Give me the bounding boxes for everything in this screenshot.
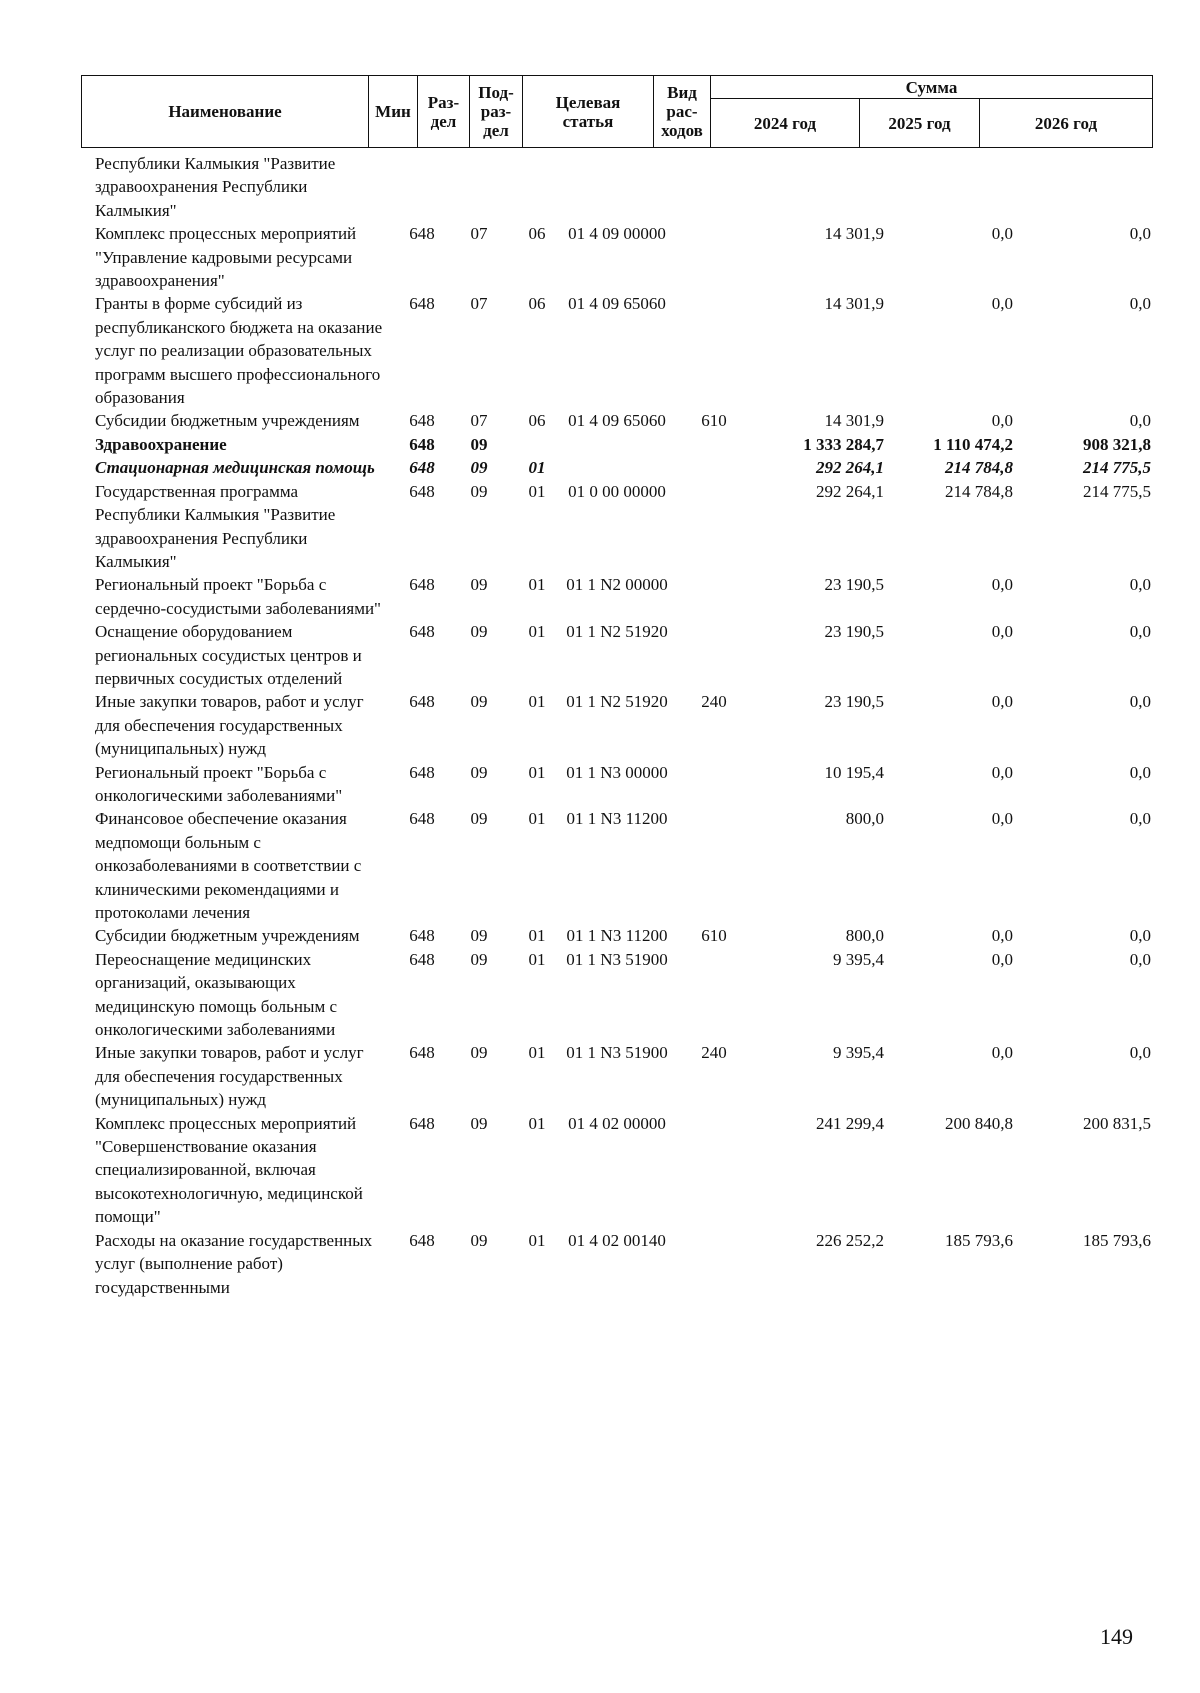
row-name: Комплекс процессных мероприятий "Управление кадровыми ресурсами здравоохранения" bbox=[95, 224, 357, 291]
table-row bbox=[81, 292, 1171, 409]
row-vid: 240 bbox=[701, 692, 727, 712]
row-2025: 0,0 bbox=[991, 1043, 1013, 1063]
row-celevaya: 01 4 09 00000 bbox=[568, 224, 666, 244]
row-podrazdel: 01 bbox=[528, 809, 546, 829]
row-2025: 200 840,8 bbox=[945, 1113, 1013, 1133]
row-min: 648 bbox=[409, 762, 435, 782]
row-2026: 908 321,8 bbox=[1083, 434, 1151, 454]
row-celevaya: 01 1 N3 11200 bbox=[566, 809, 668, 829]
table-row bbox=[81, 807, 1171, 924]
table-row bbox=[81, 433, 1171, 456]
row-min: 648 bbox=[409, 1043, 435, 1063]
table-row bbox=[81, 409, 1171, 432]
table-row bbox=[81, 456, 1171, 479]
row-2025: 0,0 bbox=[991, 926, 1013, 946]
row-razdel: 07 bbox=[470, 411, 488, 431]
col-header-vid: Вид рас- ходов bbox=[654, 76, 711, 148]
row-podrazdel: 01 bbox=[528, 762, 546, 782]
row-min: 648 bbox=[409, 224, 435, 244]
row-name: Иные закупки товаров, работ и услуг для обеспечения государственных (муниципальных) нужд bbox=[95, 692, 364, 759]
table-row bbox=[81, 222, 1171, 292]
row-min: 648 bbox=[409, 458, 435, 478]
row-min: 648 bbox=[409, 949, 435, 969]
row-razdel: 09 bbox=[470, 926, 488, 946]
row-name: Комплекс процессных мероприятий "Совершенствование оказания специализированной, включая высокотехнологичную, медицинской помощи" bbox=[95, 1113, 363, 1227]
row-2026: 0,0 bbox=[1129, 224, 1151, 244]
table-row bbox=[81, 152, 1171, 222]
table-row bbox=[81, 573, 1171, 620]
row-min: 648 bbox=[409, 1230, 435, 1250]
row-2026: 0,0 bbox=[1129, 411, 1151, 431]
row-2026: 0,0 bbox=[1129, 575, 1151, 595]
row-min: 648 bbox=[409, 434, 435, 454]
row-razdel: 09 bbox=[470, 1113, 488, 1133]
row-2024: 292 264,1 bbox=[816, 481, 884, 501]
col-header-summa: Сумма bbox=[711, 76, 1153, 99]
row-celevaya: 01 1 N2 51920 bbox=[566, 622, 668, 642]
row-name: Государственная программа Республики Калмыкия "Развитие здравоохранения Республики Калмыкия" bbox=[95, 481, 336, 571]
row-celevaya: 01 4 09 65060 bbox=[568, 294, 666, 314]
col-header-razdel: Раз- дел bbox=[418, 76, 470, 148]
row-2026: 0,0 bbox=[1129, 762, 1151, 782]
row-2024: 241 299,4 bbox=[816, 1113, 884, 1133]
row-celevaya: 01 1 N3 51900 bbox=[566, 949, 668, 969]
row-celevaya: 01 0 00 00000 bbox=[568, 481, 666, 501]
row-celevaya: 01 1 N3 00000 bbox=[566, 762, 668, 782]
row-2025: 214 784,8 bbox=[945, 458, 1013, 478]
col-header-2025: 2025 год bbox=[860, 99, 980, 148]
table-row bbox=[81, 924, 1171, 947]
row-name: Региональный проект "Борьба с сердечно-сосудистыми заболеваниями" bbox=[95, 575, 381, 618]
row-2026: 185 793,6 bbox=[1083, 1230, 1151, 1250]
row-podrazdel: 06 bbox=[528, 224, 546, 244]
row-razdel: 09 bbox=[470, 622, 488, 642]
table-row bbox=[81, 1229, 1171, 1299]
row-2024: 226 252,2 bbox=[816, 1230, 884, 1250]
col-header-min: Мин bbox=[369, 76, 418, 148]
row-razdel: 09 bbox=[470, 434, 488, 454]
table-header bbox=[81, 75, 1153, 148]
row-razdel: 07 bbox=[470, 294, 488, 314]
table-row bbox=[81, 620, 1171, 690]
row-2026: 0,0 bbox=[1129, 1043, 1151, 1063]
row-name: Субсидии бюджетным учреждениям bbox=[95, 926, 360, 946]
row-name: Здравоохранение bbox=[95, 434, 227, 454]
row-2026: 214 775,5 bbox=[1083, 481, 1151, 501]
row-2024: 14 301,9 bbox=[824, 294, 884, 314]
table-row bbox=[81, 1041, 1171, 1111]
row-2026: 0,0 bbox=[1129, 949, 1151, 969]
row-2025: 214 784,8 bbox=[945, 481, 1013, 501]
row-2025: 0,0 bbox=[991, 575, 1013, 595]
row-2025: 0,0 bbox=[991, 692, 1013, 712]
table-row bbox=[81, 1112, 1171, 1229]
row-name: Расходы на оказание государственных услуг (выполнение работ) государственными bbox=[95, 1230, 373, 1297]
row-2026: 0,0 bbox=[1129, 692, 1151, 712]
row-celevaya: 01 1 N2 00000 bbox=[566, 575, 668, 595]
row-podrazdel: 01 bbox=[528, 926, 546, 946]
row-podrazdel: 01 bbox=[528, 949, 546, 969]
row-2025: 0,0 bbox=[991, 762, 1013, 782]
row-min: 648 bbox=[409, 622, 435, 642]
row-vid: 240 bbox=[701, 1043, 727, 1063]
row-podrazdel: 01 bbox=[528, 481, 546, 501]
row-min: 648 bbox=[409, 692, 435, 712]
row-2026: 0,0 bbox=[1129, 622, 1151, 642]
row-podrazdel: 01 bbox=[528, 1230, 546, 1250]
row-2024: 23 190,5 bbox=[824, 692, 884, 712]
row-vid: 610 bbox=[701, 411, 727, 431]
row-2024: 23 190,5 bbox=[824, 575, 884, 595]
table-row bbox=[81, 948, 1171, 1042]
row-2026: 0,0 bbox=[1129, 809, 1151, 829]
row-name: Оснащение оборудованием региональных сосудистых центров и первичных сосудистых отделений bbox=[95, 622, 362, 688]
table-row bbox=[81, 761, 1171, 808]
col-header-2026: 2026 год bbox=[980, 99, 1153, 148]
row-razdel: 09 bbox=[470, 1230, 488, 1250]
row-name: Гранты в форме субсидий из республиканского бюджета на оказание услуг по реализации образовательных программ высшего профессионального образования bbox=[95, 294, 383, 408]
row-podrazdel: 01 bbox=[528, 622, 546, 642]
row-2025: 0,0 bbox=[991, 622, 1013, 642]
row-2025: 1 110 474,2 bbox=[933, 434, 1013, 454]
row-name: Иные закупки товаров, работ и услуг для обеспечения государственных (муниципальных) нужд bbox=[95, 1043, 364, 1110]
row-celevaya: 01 4 09 65060 bbox=[568, 411, 666, 431]
row-podrazdel: 01 bbox=[528, 1043, 546, 1063]
row-2024: 14 301,9 bbox=[824, 224, 884, 244]
row-celevaya: 01 1 N2 51920 bbox=[566, 692, 668, 712]
row-2024: 800,0 bbox=[845, 809, 884, 829]
row-2025: 185 793,6 bbox=[945, 1230, 1013, 1250]
row-celevaya: 01 1 N3 11200 bbox=[566, 926, 668, 946]
row-podrazdel: 01 bbox=[528, 458, 546, 478]
row-2024: 10 195,4 bbox=[824, 762, 884, 782]
row-2026: 214 775,5 bbox=[1083, 458, 1151, 478]
row-min: 648 bbox=[409, 809, 435, 829]
col-header-name: Наименование bbox=[82, 76, 369, 148]
row-2024: 292 264,1 bbox=[816, 458, 884, 478]
row-2025: 0,0 bbox=[991, 809, 1013, 829]
row-2026: 200 831,5 bbox=[1083, 1113, 1151, 1133]
row-razdel: 09 bbox=[470, 481, 488, 501]
row-podrazdel: 06 bbox=[528, 411, 546, 431]
row-podrazdel: 01 bbox=[528, 692, 546, 712]
row-podrazdel: 01 bbox=[528, 1113, 546, 1133]
row-celevaya: 01 4 02 00140 bbox=[568, 1230, 666, 1250]
row-2026: 0,0 bbox=[1129, 294, 1151, 314]
col-header-2024: 2024 год bbox=[711, 99, 860, 148]
row-2024: 800,0 bbox=[845, 926, 884, 946]
row-2024: 1 333 284,7 bbox=[803, 434, 884, 454]
row-podrazdel: 06 bbox=[528, 294, 546, 314]
table-body bbox=[81, 152, 1171, 1299]
page-number: 149 bbox=[1100, 1624, 1133, 1649]
row-celevaya: 01 1 N3 51900 bbox=[566, 1043, 668, 1063]
row-razdel: 09 bbox=[470, 692, 488, 712]
row-podrazdel: 01 bbox=[528, 575, 546, 595]
row-vid: 610 bbox=[701, 926, 727, 946]
row-2024: 9 395,4 bbox=[833, 949, 884, 969]
row-min: 648 bbox=[409, 411, 435, 431]
row-2024: 23 190,5 bbox=[824, 622, 884, 642]
row-razdel: 09 bbox=[470, 458, 488, 478]
row-2024: 14 301,9 bbox=[824, 411, 884, 431]
row-razdel: 09 bbox=[470, 809, 488, 829]
table-row bbox=[81, 480, 1171, 574]
row-name: Республики Калмыкия "Развитие здравоохранения Республики Калмыкия" bbox=[95, 154, 336, 220]
row-name: Субсидии бюджетным учреждениям bbox=[95, 411, 360, 431]
row-min: 648 bbox=[409, 481, 435, 501]
row-name: Стационарная медицинская помощь bbox=[95, 458, 375, 478]
row-min: 648 bbox=[409, 294, 435, 314]
row-min: 648 bbox=[409, 926, 435, 946]
row-2025: 0,0 bbox=[991, 411, 1013, 431]
row-min: 648 bbox=[409, 575, 435, 595]
row-2025: 0,0 bbox=[991, 224, 1013, 244]
col-header-podrazdel: Под- раз- дел bbox=[470, 76, 523, 148]
row-celevaya: 01 4 02 00000 bbox=[568, 1113, 666, 1133]
row-2025: 0,0 bbox=[991, 949, 1013, 969]
row-razdel: 07 bbox=[470, 224, 488, 244]
row-razdel: 09 bbox=[470, 575, 488, 595]
row-2026: 0,0 bbox=[1129, 926, 1151, 946]
col-header-celevaya: Целевая статья bbox=[523, 76, 654, 148]
row-name: Региональный проект "Борьба с онкологическими заболеваниями" bbox=[95, 762, 343, 805]
row-name: Финансовое обеспечение оказания медпомощи больным с онкозаболеваниями в соответствии с клиническими рекомендациями и протоколами лечения bbox=[95, 809, 362, 922]
row-name: Переоснащение медицинских организаций, оказывающих медицинскую помощь больным с онкологическими заболеваниями bbox=[95, 949, 337, 1040]
row-razdel: 09 bbox=[470, 949, 488, 969]
table-row bbox=[81, 690, 1171, 760]
row-2025: 0,0 bbox=[991, 294, 1013, 314]
row-razdel: 09 bbox=[470, 1043, 488, 1063]
row-min: 648 bbox=[409, 1113, 435, 1133]
row-razdel: 09 bbox=[470, 762, 488, 782]
row-2024: 9 395,4 bbox=[833, 1043, 884, 1063]
